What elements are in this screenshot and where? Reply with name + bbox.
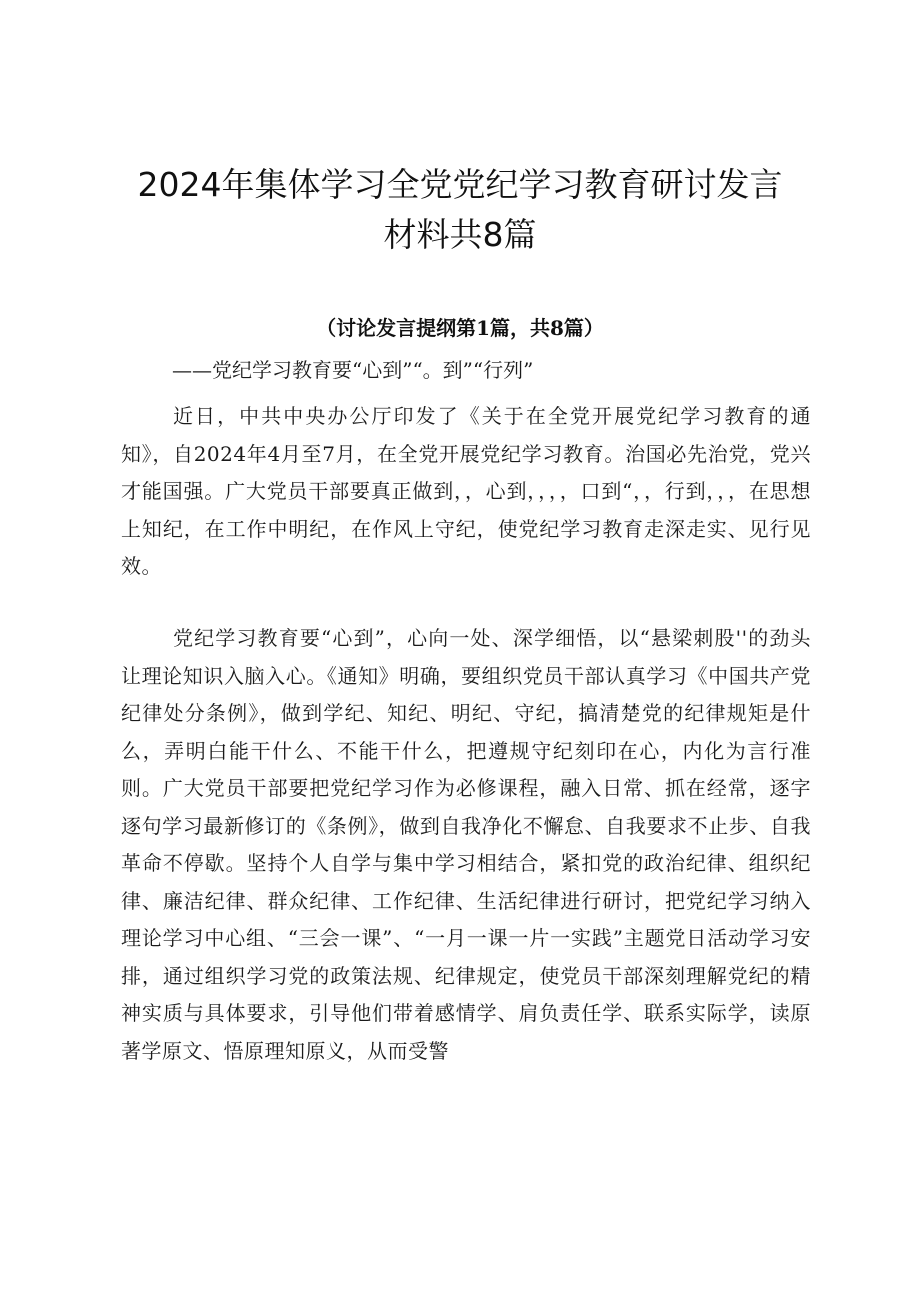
title-line-1: 2024年集体学习全党党纪学习教育研讨发言 bbox=[137, 165, 783, 204]
body-paragraph: 党纪学习教育要“心到”，心向一处、深学细悟，以“悬梁刺股''的劲头让理论知识入脑入心。《通知》明确，要组织党员干部认真学习《中国共产党纪律处分条例》，做到学纪、知纪、明纪、守纪，搞清楚党的纪律规矩是什么，弄明白能干什么、不能干什么，把遵规守纪刻印在心，内化为言行准则。广大党员干部要把党纪学习作为必修课程，融入日常、抓在经常，逐字逐句学习最新修订的《条例》，做到自我净化不懈怠、自我要求不止步、自我革命不停歇。坚持个人自学与集中学习相结合，紧扣党的政治纪律、组织纪律、廉洁纪律、群众纪律、工作纪律、生活纪律进行研讨，把党纪学习纳入理论学习中心组、“三会一课”、“一月一课一片一实践”主题党日活动学习安排，通过组织学习党的政策法规、纪律规定，使党员干部深刻理解党纪的精神实质与具体要求，引导他们带着感情学、肩负责任学、联系实际学，读原著学原文、悟原理知原义，从而受警 bbox=[121, 626, 811, 1063]
section-heading: ——党纪学习教育要“心到”“。到”“行列” bbox=[172, 358, 534, 382]
document-title bbox=[120, 160, 800, 260]
section-subtitle: （讨论发言提纲第1篇，共8篇） bbox=[316, 316, 604, 340]
body-paragraph: 近日，中共中央办公厅印发了《关于在全党开展党纪学习教育的通知》，自2024年4月至7月，在全党开展党纪学习教育。治国必先治党，党兴才能国强。广大党员干部要真正做到，，心到，，，，口到“，，行到，，，在思想上知纪，在工作中明纪，在作风上守纪，使党纪学习教育走深走实、见行见效。 bbox=[121, 404, 811, 578]
title-line-2: 材料共8篇 bbox=[383, 215, 537, 254]
